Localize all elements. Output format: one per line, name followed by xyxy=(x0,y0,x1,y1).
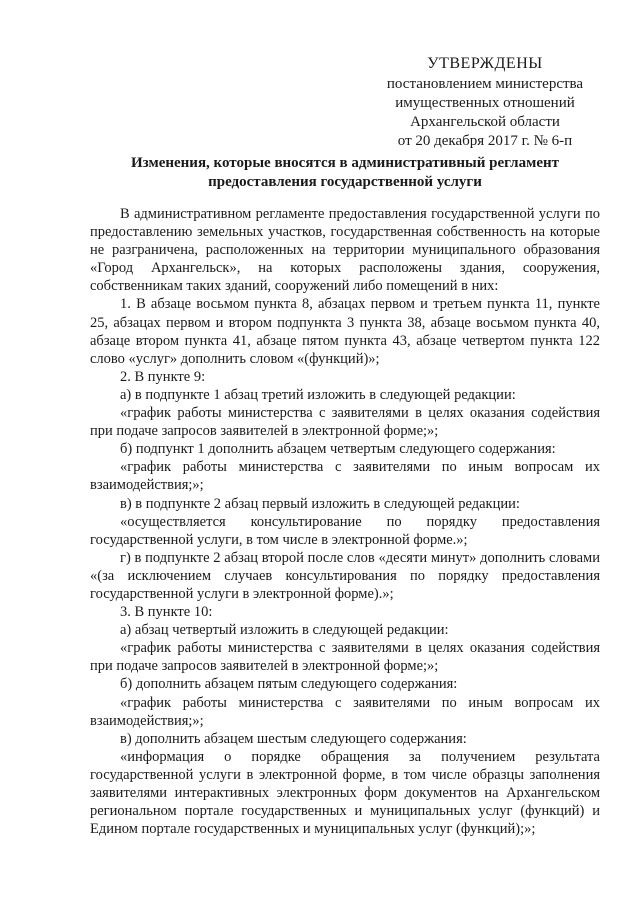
paragraph: г) в подпункте 2 абзац второй после слов «десяти минут» дополнить словами «(за исключением случаев консультирования по порядку предоставления государственной услуги в электронной форме).»; xyxy=(90,549,600,602)
approval-line: постановлением министерства xyxy=(386,76,584,92)
paragraph: «график работы министерства с заявителями в целях оказания содействия при подаче запросов заявителей в электронной форме;»; xyxy=(90,640,600,675)
paragraph: а) абзац четвертый изложить в следующей редакции: xyxy=(120,622,449,639)
paragraph: 2. В пункте 9: xyxy=(120,368,206,385)
paragraph: «график работы министерства с заявителями в целях оказания содействия при подаче запросов заявителей в электронной форме;»; xyxy=(90,405,600,440)
paragraph: «график работы министерства с заявителями по иным вопросам их взаимодействия;»; xyxy=(90,694,600,729)
approval-heading: УТВЕРЖДЕНЫ xyxy=(427,55,543,72)
document-title-line: предоставления государственной услуги xyxy=(208,174,482,190)
paragraph: в) дополнить абзацем шестым следующего содержания: xyxy=(120,730,467,747)
approval-line: имущественных отношений xyxy=(395,95,575,111)
paragraph: «информация о порядке обращения за получением результата государственной услуги в электронной форме, в том числе образцы заполнения заявителями интерактивных электронных форм документов на Архангельском региональном портале государственных и муниципальных услуг (функций) и Едином портале государственных и муниципальных услуг (функций);»; xyxy=(90,748,600,838)
approval-line: Архангельской области xyxy=(410,114,560,130)
paragraph: «график работы министерства с заявителями по иным вопросам их взаимодействия;»; xyxy=(90,459,600,494)
paragraph: «осуществляется консультирование по порядку предоставления государственной услуги, в том числе в электронной форме.»; xyxy=(90,513,600,548)
paragraph: а) в подпункте 1 абзац третий изложить в следующей редакции: xyxy=(120,386,516,403)
paragraph: 3. В пункте 10: xyxy=(120,604,213,621)
paragraph: В административном регламенте предоставления государственной услуги по предоставлению земельных участков, государственная собственность на которые не разграничена, расположенных на территории муниципального образования «Город Архангельск», на которых расположены здания, сооружения, собственникам таких зданий, сооружений либо помещений в них: xyxy=(90,206,600,295)
paragraph: в) в подпункте 2 абзац первый изложить в следующей редакции: xyxy=(120,495,520,512)
document-title xyxy=(90,154,600,192)
document-body xyxy=(90,205,600,838)
paragraph: б) подпункт 1 дополнить абзацем четвертым следующего содержания: xyxy=(120,441,556,458)
document-title-line: Изменения, которые вносятся в административный регламент xyxy=(131,155,559,171)
paragraph: б) дополнить абзацем пятым следующего содержания: xyxy=(120,676,458,693)
paragraph: 1. В абзаце восьмом пункта 8, абзацах первом и третьем пункта 11, пункте 25, абзацах первом и втором подпункта 3 пункта 38, абзаце восьмом пункта 40, абзаце втором пункта 41, абзаце пятом пункта 43, абзаце четвертом пункта 122 слово «услуг» дополнить словом «(функций)»; xyxy=(90,296,600,367)
approval-stamp xyxy=(360,54,610,151)
approval-line: от 20 декабря 2017 г. № 6-п xyxy=(397,133,573,149)
